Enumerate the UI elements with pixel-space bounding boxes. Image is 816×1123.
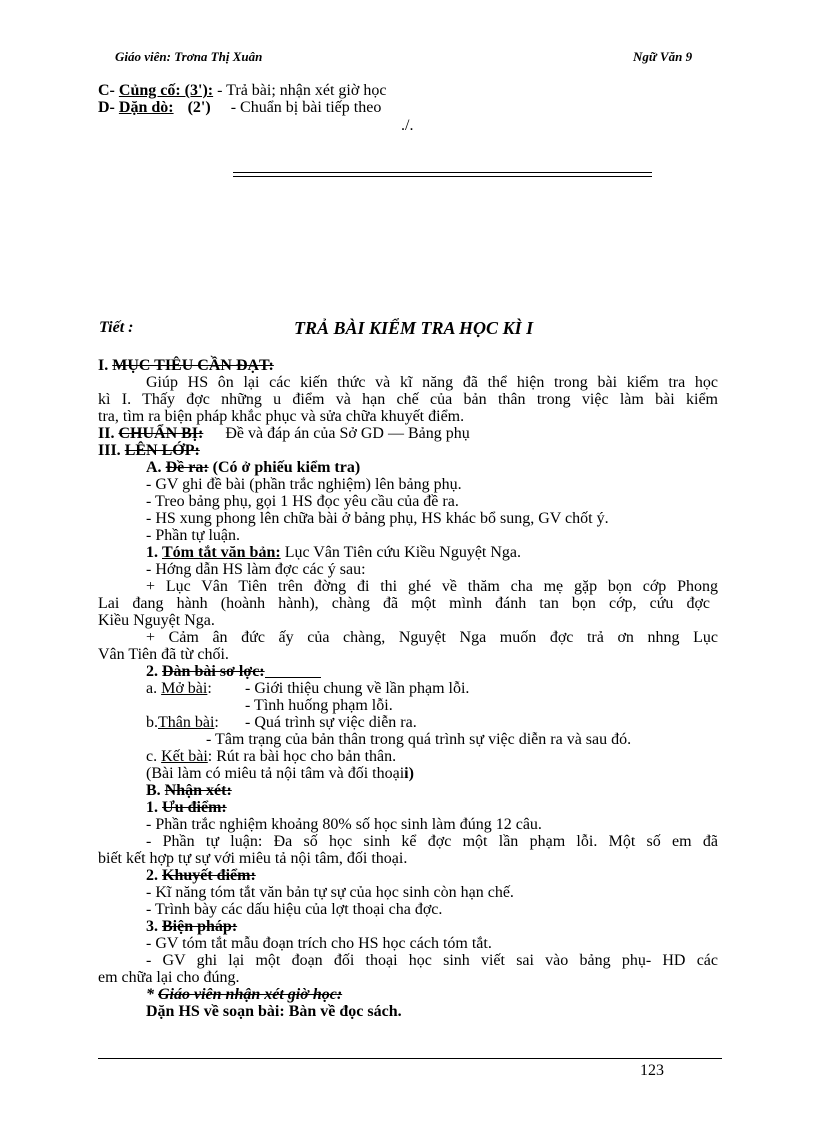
objective-line-2: kì I. Thấy đợc những u điểm và hạn chế của bản thân trong việc làm bài kiểm <box>98 391 718 408</box>
measure-1: - GV tóm tắt mẫu đoạn trích cho HS học cách tóm tắt. <box>146 935 492 952</box>
divider-double-bottom <box>233 176 652 177</box>
weaknesses-heading: 2. Khuyết điểm: <box>146 867 256 884</box>
weakness-2: - Trình bày các dấu hiệu của lợt thoại cha đợc. <box>146 901 443 918</box>
measure-2-line-2: em chữa lại cho đúng. <box>98 969 240 986</box>
footer-rule <box>98 1058 722 1059</box>
summary-heading: 1. Tóm tắt văn bản: Lục Vân Tiên cứu Kiều Nguyệt Nga. <box>146 544 522 561</box>
section-3-heading: III. LÊN LỚP: <box>98 442 200 459</box>
homework: Dặn HS về soạn bài: Bàn về đọc sách. <box>146 1003 402 1020</box>
weakness-1: - Kĩ năng tóm tắt văn bản tự sự của học sinh còn hạn chế. <box>146 884 514 901</box>
page-number: 123 <box>640 1062 664 1079</box>
section-d: D- Dặn dò: (2') - Chuẩn bị bài tiếp theo <box>98 99 382 116</box>
summary-p2-line-1: + Cảm ân đức ấy của chàng, Nguyệt Nga muốn đợc trả ơn nhng Lục <box>146 629 718 646</box>
summary-p1-line-1: + Lục Vân Tiên trên đờng đi thi ghé về thăm cha mẹ gặp bọn cớp Phong <box>146 578 718 595</box>
end-mark: ./. <box>401 117 414 134</box>
section-1-heading: I. MỤC TIÊU CẦN ĐẠT: <box>98 357 274 374</box>
part-a-line-3: - HS xung phong lên chữa bài ở bảng phụ, HS khác bổ sung, GV chốt ý. <box>146 510 609 527</box>
part-a-heading: A. Đề ra: (Có ở phiếu kiểm tra) <box>146 459 361 476</box>
strength-2-line-2: biết kết hợp tự sự với miêu tả nội tâm, đối thoại. <box>98 850 408 867</box>
outline-body: b.Thân bài: <box>146 714 219 731</box>
summary-p2-line-2: Vân Tiên đã từ chối. <box>98 646 229 663</box>
summary-guide: - Hớng dẫn HS làm đợc các ý sau: <box>146 561 366 578</box>
part-b-heading: B. Nhận xét: <box>146 782 232 799</box>
objective-line-3: tra, tìm ra biện pháp khắc phục và sửa chữa khuyết điểm. <box>98 408 465 425</box>
subject-header: Ngữ Văn 9 <box>633 49 693 64</box>
outline-note: (Bài làm có miêu tả nội tâm và đối thoạii) <box>146 765 414 782</box>
part-a-line-2: - Treo bảng phụ, gọi 1 HS đọc yêu cầu của đề ra. <box>146 493 459 510</box>
lesson-title: TRẢ BÀI KIỂM TRA HỌC KÌ I <box>294 318 534 338</box>
strength-2-line-1: - Phần tự luận: Đa số học sinh kể đợc một lần phạm lỗi. Một số em đã <box>146 833 718 850</box>
objective-line-1: Giúp HS ôn lại các kiến thức và kĩ năng đã thể hiện trong bài kiểm tra học <box>146 374 718 391</box>
teacher-review-heading: * Giáo viên nhận xét giờ học: <box>146 986 343 1003</box>
section-2-heading: II. CHUẨN BỊ: Đề và đáp án của Sở GD — Bảng phụ <box>98 425 470 442</box>
outline-intro-1: - Giới thiệu chung về lần phạm lỗi. <box>245 680 470 697</box>
measure-2-line-1: - GV ghi lại một đoạn đối thoại học sinh viết sai vào bảng phụ- HD các <box>146 952 718 969</box>
teacher-header: Giáo viên: Trơna Thị Xuân <box>115 49 263 64</box>
strength-1: - Phần trắc nghiệm khoảng 80% số học sinh làm đúng 12 câu. <box>146 816 542 833</box>
outline-intro-2: - Tình huống phạm lỗi. <box>245 697 393 714</box>
section-c: C- Củng cố: (3'): - Trả bài; nhận xét giờ học <box>98 82 387 99</box>
divider-double-top <box>233 172 652 173</box>
outline-heading: 2. Dàn bài sơ lợc: <box>146 663 321 680</box>
tiet-label: Tiết : <box>99 319 134 336</box>
outline-intro: a. Mở bài: <box>146 680 212 697</box>
section-d-heading: Dặn dò: <box>118 99 174 116</box>
outline-body-1: - Quá trình sự việc diễn ra. <box>245 714 417 731</box>
part-a-line-1: - GV ghi đề bài (phần trắc nghiệm) lên bảng phụ. <box>146 476 462 493</box>
section-c-heading: Củng cố: (3'): <box>118 82 214 99</box>
summary-p1-line-2: Lai đang hành (hoành hành), chàng đã một mình đánh tan bọn cớp, cứu đợc <box>98 595 710 612</box>
summary-p1-line-3: Kiều Nguyệt Nga. <box>98 612 215 629</box>
strengths-heading: 1. Ưu điểm: <box>146 799 227 816</box>
outline-body-2: - Tâm trạng của bản thân trong quá trình sự việc diễn ra và sau đó. <box>206 731 632 748</box>
measures-heading: 3. Biện pháp: <box>146 918 238 935</box>
outline-conclusion: c. Kết bài: Rút ra bài học cho bản thân. <box>146 748 397 765</box>
part-a-line-4: - Phần tự luận. <box>146 527 240 544</box>
